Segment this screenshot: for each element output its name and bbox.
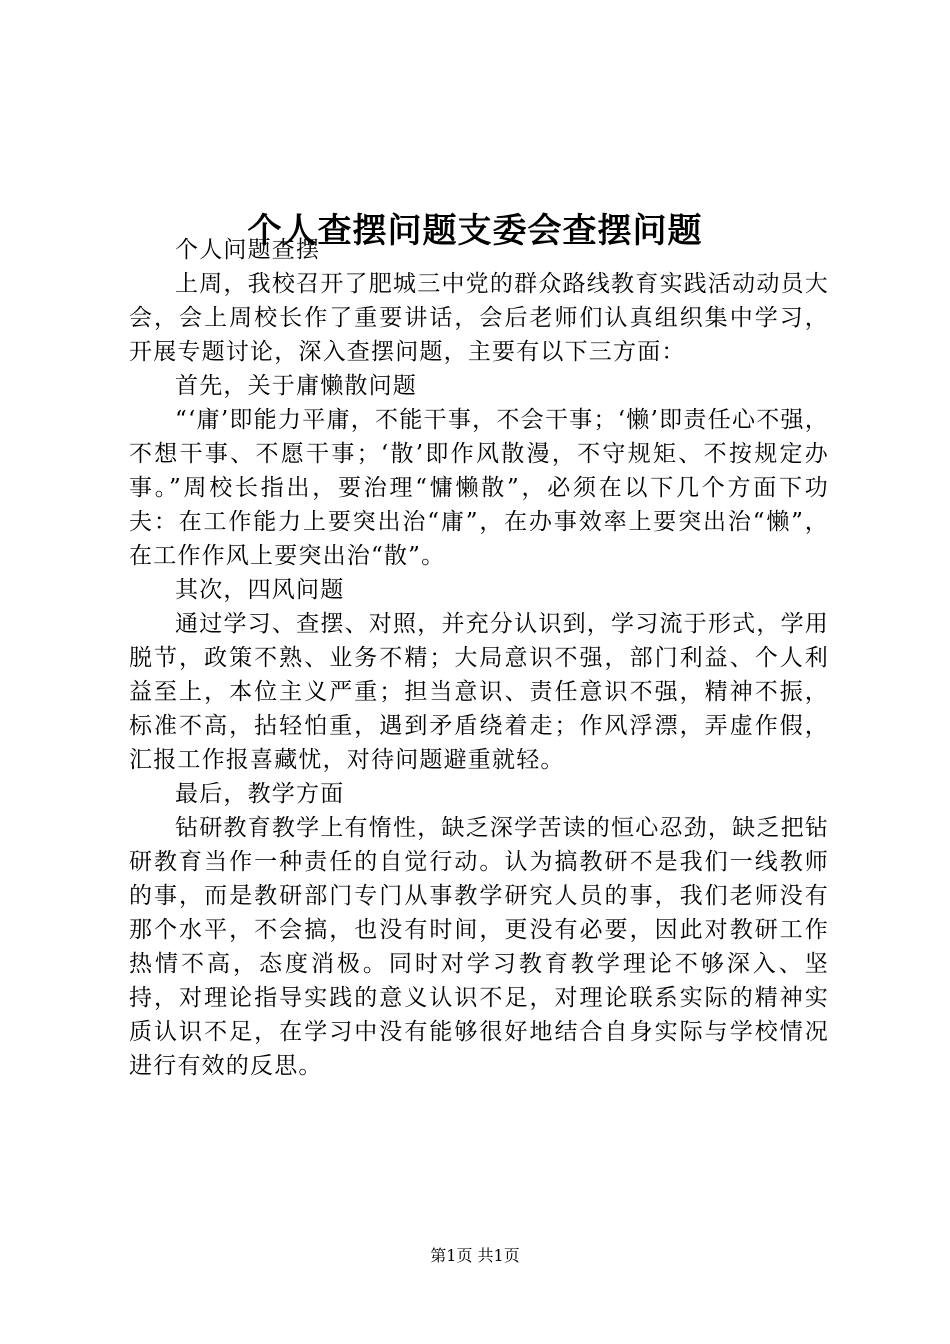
paragraph-intro: 上周，我校召开了肥城三中党的群众路线教育实践活动动员大会，会上周校长作了重要讲话，会后老师们认真组织集中学习，开展专题讨论，深入查摆问题，主要有以下三方面： xyxy=(129,271,829,365)
paragraph-second: 通过学习、查摆、对照，并充分认识到，学习流于形式，学用脱节，政策不熟、业务不精；大局意识不强，部门利益、个人利益至上，本位主义严重；担当意识、责任意识不强，精神不振，标准不高，拈轻怕重，遇到矛盾绕着走；作风浮漂，弄虚作假，汇报工作报喜藏忧，对待问题避重就轻。 xyxy=(129,611,829,773)
section-heading-personal-issues: 个人问题查摆 xyxy=(175,237,321,263)
paragraph-last: 钻研教育教学上有惰性，缺乏深学苦读的恒心忍劲，缺乏把钻研教育当作一种责任的自觉行动。认为搞教研不是我们一线教师的事，而是教研部门专门从事教学研究人员的事，我们老师没有那个水平，不会搞，也没有时间，更没有必要，因此对教研工作热情不高，态度消极。同时对学习教育教学理论不够深入、坚持，对理论指导实践的意义认识不足，对理论联系实际的精神实质认识不足，在学习中没有能够很好地结合自身实际与学校情况进行有效的反思。 xyxy=(129,815,829,1079)
document-body xyxy=(129,233,829,1083)
paragraph-first: “‘庸’即能力平庸，不能干事，不会干事；‘懒’即责任心不强，不想干事、不愿干事；‘散’即作风散漫，不守规矩、不按规定办事。”周校长指出，要治理“慵懒散”，必须在以下几个方面下功夫：在工作能力上要突出治“庸”，在办事效率上要突出治“懒”，在工作作风上要突出治“散”。 xyxy=(129,407,829,569)
section-heading-first: 首先，关于庸懒散问题 xyxy=(175,373,417,399)
page-title: 个人查摆问题支委会查摆问题 xyxy=(247,210,703,251)
page-footer: 第1页 共1页 xyxy=(430,1246,520,1265)
section-heading-last: 最后，教学方面 xyxy=(175,781,345,807)
section-heading-second: 其次，四风问题 xyxy=(175,577,345,603)
